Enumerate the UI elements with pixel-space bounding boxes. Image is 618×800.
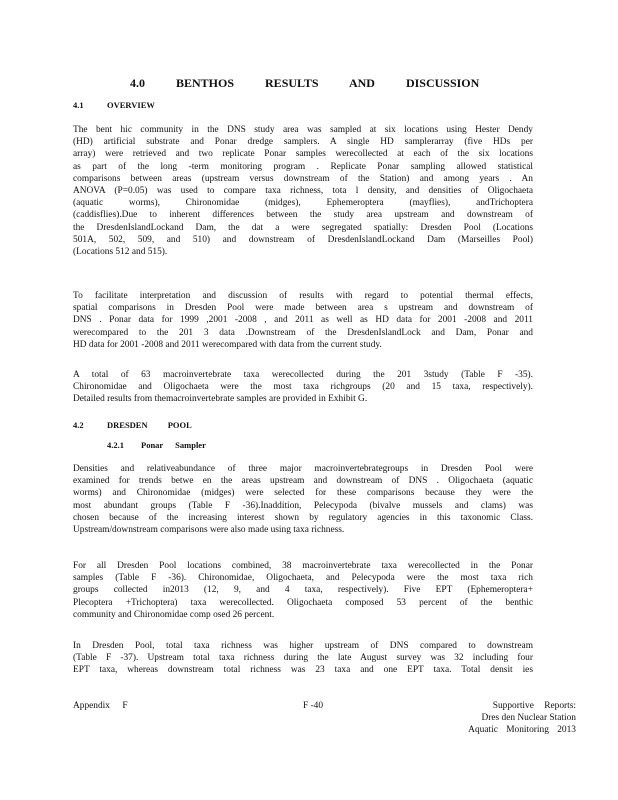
section-heading-overview	[73, 100, 155, 110]
text-line: groups collected in2013 (12, 9, and 4 taxa, respectively). Five EPT (Ephemeroptera+	[73, 585, 533, 596]
text-line: (Locations 512 and 515).	[73, 247, 168, 258]
section-number: 4.1	[73, 100, 84, 110]
text-line: 501A, 502, 509, and 510) and downstream of DresdenIslandLockand Dam (Marseilles Pool)	[73, 234, 533, 245]
text-line: Densities and relativeabundance of three major macroinvertebrategroups in Dresden Pool were	[73, 464, 533, 474]
paragraph-taxa-total	[73, 369, 533, 406]
text-line: EPT taxa, whereas downstream total richness was 23 taxa and one EPT taxa. Total densit ies	[73, 665, 533, 676]
text-line: Plecoptera +Trichoptera) taxa werecollected. Oligochaeta composed 53 percent of the benthic	[73, 597, 533, 608]
footer-page-number: F -40	[303, 701, 324, 711]
text-line: examined for trends betwe en the areas upstream and downstream of DNS . Oligochaeta (aquatic	[73, 476, 533, 487]
text-line: (aquatic worms), Chironomidae (midges), Ephemeroptera (mayflies), andTrichoptera	[73, 198, 533, 209]
text-line: worms) and Chironomidae (midges) were selected for these comparisons because they were the	[73, 488, 533, 499]
text-line: For all Dresden Pool locations combined, 38 macroinvertebrate taxa werecollected in the Ponar	[73, 561, 533, 571]
paragraph-dresden-combined	[73, 560, 533, 621]
text-line: A total of 63 macroinvertebrate taxa werecollected during the 201 3study (Table F -35).	[73, 370, 533, 380]
text-line: (HD) artificial substrate and Ponar dredge samplers. A single HD samplerarray (five HDs per	[73, 137, 533, 148]
section-title: DRESDEN POOL	[107, 420, 192, 430]
text-line: ANOVA (P=0.05) was used to compare taxa richness, tota l density, and densities of Oligochaeta	[73, 186, 533, 197]
text-line: DNS . Ponar data for 1999 ,2001 -2008 , and 2011 as well as HD data for 2001 -2008 and 2011	[73, 315, 533, 326]
text-line: as part of the long -term monitoring program . Replicate Ponar sampling allowed statistical	[73, 161, 533, 172]
text-line: Chironomidae and Oligochaeta were the most taxa richgroups (20 and 15 taxa, respectively).	[73, 382, 533, 393]
footer-report-info	[468, 700, 576, 737]
main-heading: 4.0 BENTHOS RESULTS AND DISCUSSION	[130, 76, 480, 90]
text-line: comparisons between areas (upstream versus downstream of the Station) and among years . An	[73, 173, 533, 184]
text-line: samples (Table F -36). Chironomidae, Oligochaeta, and Pelecypoda were the most taxa rich	[73, 573, 533, 584]
subsection-heading-ponar-sampler	[107, 440, 206, 450]
text-line: community and Chironomidae comp osed 26 percent.	[73, 609, 275, 620]
paragraph-overview	[73, 124, 533, 258]
footer-line: Dres den Nuclear Station	[481, 713, 576, 724]
text-line: the DresdenIslandLockand Dam, the dat a were segregated spatially: Dresden Pool (Locations	[73, 222, 533, 233]
text-line: In Dresden Pool, total taxa richness was higher upstream of DNS compared to downstream	[73, 641, 533, 651]
paragraph-thermal-comparisons	[73, 290, 533, 351]
footer-line: Supportive Reports:	[492, 701, 576, 711]
section-title: OVERVIEW	[107, 100, 155, 110]
text-line: Detailed results from themacroinvertebrate samples are provided in Exhibit G.	[73, 394, 368, 405]
paragraph-densities	[73, 463, 533, 536]
footer-appendix: Appendix F	[73, 701, 128, 711]
section-title: Ponar Sampler	[141, 440, 206, 450]
text-line: array) were retrieved and two replicate Ponar samples werecollected at each of the six locations	[73, 149, 533, 160]
text-line: most abundant groups (Table F -36).Inaddition, Pelecypoda (bivalve mussels and clams) was	[73, 500, 533, 511]
text-line: spatial comparisons in Dresden Pool were made between area s upstream and downstream of	[73, 303, 533, 314]
section-number: 4.2	[73, 420, 84, 430]
text-line: chosen because of the increasing interest shown by regulatory agencies in this taxonomic Class.	[73, 512, 533, 523]
text-line: werecompared to the 201 3 data .Downstream of the DresdenIslandLock and Dam, Ponar and	[73, 327, 533, 338]
section-heading-dresden-pool	[73, 420, 192, 430]
footer-line: Aquatic Monitoring 2013	[468, 725, 576, 736]
text-line: To facilitate interpretation and discussion of results with regard to potential thermal effects,	[73, 291, 533, 301]
paragraph-taxa-richness	[73, 640, 533, 677]
text-line: The bent hic community in the DNS study area was sampled at six locations using Hester Dendy	[73, 125, 533, 135]
section-number: 4.2.1	[107, 440, 124, 450]
text-line: HD data for 2001 -2008 and 2011 werecompared with data from the current study.	[73, 339, 382, 350]
text-line: (Table F -37). Upstream total taxa richness during the late August survey was 32 including four	[73, 653, 533, 664]
text-line: Upstream/downstream comparisons were also made using taxa richness.	[73, 525, 345, 536]
text-line: (caddisflies).Due to inherent differences between the study area upstream and downstream of	[73, 210, 533, 221]
